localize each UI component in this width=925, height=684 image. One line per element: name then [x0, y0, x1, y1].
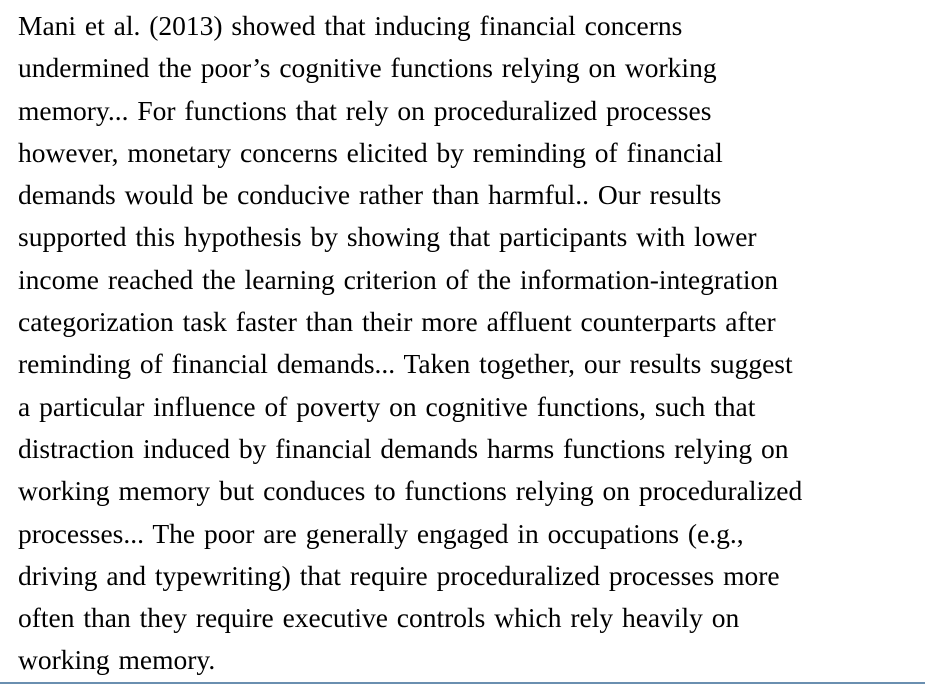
passage-line: supported this hypothesis by showing that participants with lower: [18, 221, 757, 253]
passage-line: however, monetary concerns elicited by reminding of financial: [18, 136, 723, 168]
passage-line: memory... For functions that rely on proceduralized processes: [18, 94, 712, 126]
quoted-passage: [18, 5, 918, 682]
passage-line: distraction induced by financial demands harms functions relying on: [18, 432, 789, 464]
passage-line: demands would be conducive rather than harmful.. Our results: [18, 179, 722, 211]
passage-line: reminding of financial demands... Taken together, our results suggest: [18, 348, 793, 380]
passage-line: working memory but conduces to functions relying on proceduralized: [18, 475, 803, 507]
passage-line: working memory.: [18, 644, 216, 676]
passage-line: Mani et al. (2013) showed that inducing financial concerns: [18, 10, 683, 41]
passage-line: undermined the poor’s cognitive functions relying on working: [18, 52, 717, 84]
passage-line: categorization task faster than their more affluent counterparts after: [18, 306, 776, 338]
passage-line: processes... The poor are generally engaged in occupations (e.g.,: [18, 517, 744, 549]
passage-line: often than they require executive controls which rely heavily on: [18, 602, 740, 634]
passage-line: income reached the learning criterion of the information-integration: [18, 263, 779, 295]
passage-line: driving and typewriting) that require proceduralized processes more: [18, 559, 780, 591]
passage-line: a particular influence of poverty on cognitive functions, such that: [18, 390, 756, 422]
